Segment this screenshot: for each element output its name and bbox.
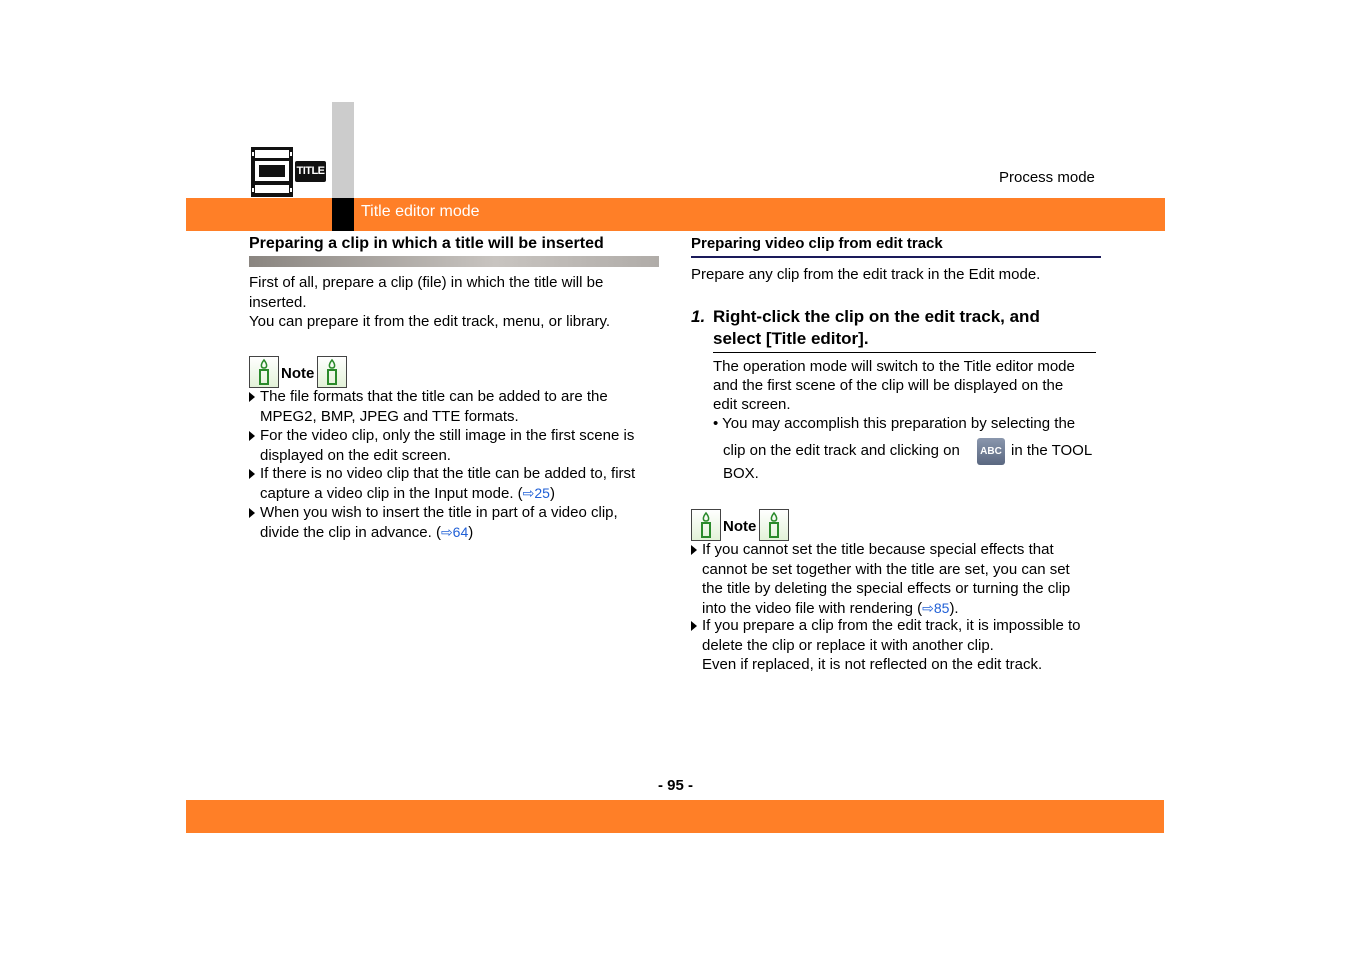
process-mode-label: Process mode — [999, 169, 1095, 186]
right-heading: Preparing video clip from edit track — [691, 235, 943, 252]
section-title: Title editor mode — [361, 203, 480, 220]
footer-orange-band — [186, 800, 1164, 833]
note-candle-icon — [691, 509, 721, 541]
step-line2: select [Title editor]. — [713, 329, 869, 348]
left-heading-rule — [249, 256, 659, 267]
page-ref-link[interactable]: ⇨85 — [922, 599, 950, 616]
bullet-triangle-icon — [691, 545, 697, 555]
title-logo-icon: TITLE — [295, 161, 326, 182]
page-ref-link[interactable]: ⇨25 — [522, 484, 550, 501]
abc-title-tool-icon[interactable]: ABC — [977, 438, 1005, 465]
note-candle-icon — [759, 509, 789, 541]
left-intro-line3: You can prepare it from the edit track, menu, or library. — [249, 313, 611, 330]
header-black-tab — [332, 198, 354, 231]
header-gray-column — [332, 102, 354, 198]
page-number: - 95 - — [657, 777, 693, 794]
note-candle-icon — [249, 356, 279, 388]
step-rule — [713, 352, 1096, 353]
right-note-label: Note — [723, 518, 757, 535]
left-intro-line1: First of all, prepare a clip (file) in which the title will be — [249, 274, 604, 291]
page-ref-link[interactable]: ⇨64 — [440, 523, 469, 540]
bullet-triangle-icon — [249, 508, 255, 518]
bullet-triangle-icon — [249, 431, 255, 441]
right-sub-line2-pre: clip on the edit track and clicking on — [723, 442, 960, 459]
left-intro-line2: inserted. — [249, 294, 307, 311]
film-strip-icon — [250, 146, 294, 198]
bullet-triangle-icon — [691, 621, 697, 631]
right-heading-rule — [691, 256, 1101, 258]
bullet-triangle-icon — [249, 469, 255, 479]
right-body-line1: The operation mode will switch to the Title editor mode — [713, 358, 1075, 375]
right-sub-line1: • You may accomplish this preparation by selecting the — [713, 415, 1076, 432]
right-body-line2: and the first scene of the clip will be displayed on the — [713, 377, 1064, 394]
step-line1: Right-click the clip on the edit track, and — [713, 307, 1040, 326]
left-note-label: Note — [281, 365, 315, 382]
right-intro: Prepare any clip from the edit track in the Edit mode. — [691, 266, 1041, 283]
right-sub-line3: BOX. — [723, 465, 759, 482]
right-body-line3: edit screen. — [713, 396, 791, 413]
left-heading: Preparing a clip in which a title will be inserted — [249, 235, 604, 252]
right-sub-line2-post: in the TOOL — [1011, 442, 1093, 459]
note-candle-icon — [317, 356, 347, 388]
bullet-triangle-icon — [249, 392, 255, 402]
step-number: 1. — [691, 307, 706, 326]
